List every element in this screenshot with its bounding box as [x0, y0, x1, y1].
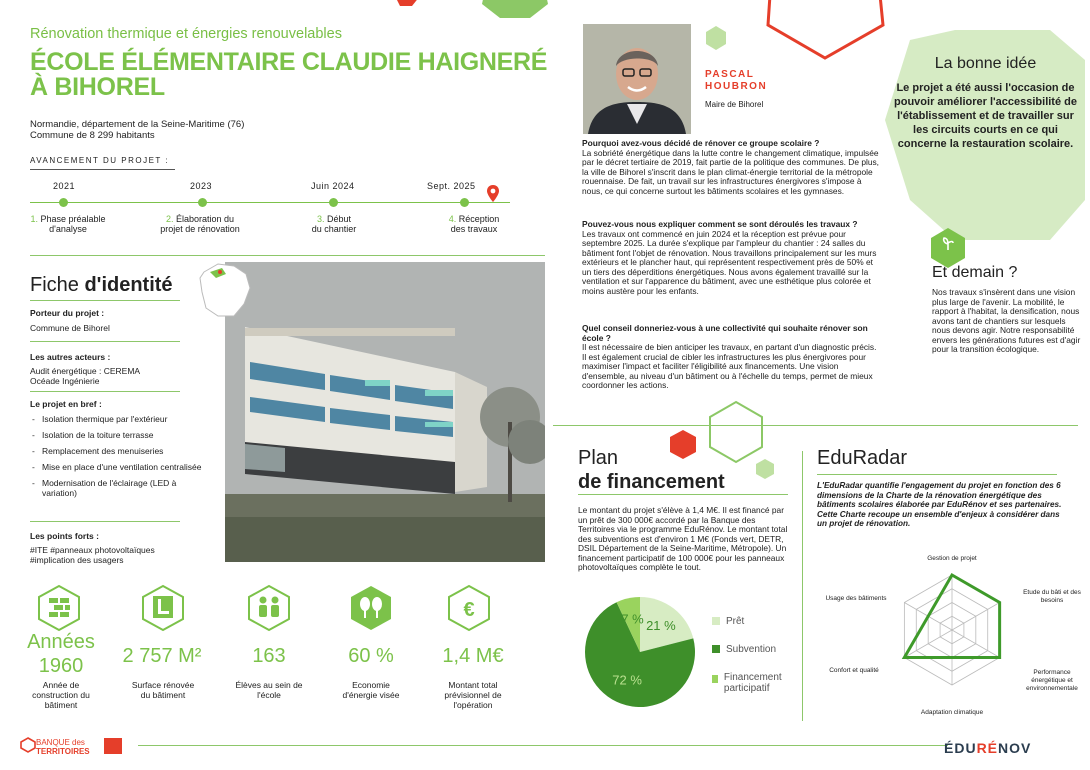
acteur-1: Audit énergétique : CEREMA — [30, 366, 141, 376]
interview-block-1 — [582, 139, 882, 196]
forts-2: #implication des usagers — [30, 555, 124, 565]
location-population: Commune de 8 299 habitants — [30, 130, 155, 141]
brick-wall-icon — [37, 584, 81, 632]
area-corner-icon — [141, 584, 185, 632]
france-map-icon — [196, 260, 256, 320]
step-number: 2. — [165, 214, 174, 224]
list-item: - Isolation thermique par l'extérieur — [30, 414, 210, 424]
answer: La sobriété énergétique dans la lutte contre le changement climatique, impulsée par le décret tertiaire de 2019, fait partie de la politique des communes. De plus, la ville de Bihorel s'inscrit dans le plan climat-énergie territorial de la métropole rouennaise. De fait, un travail sur les infrastructures énergivores s'impose à nous, ce qui concerne surtout les bâtiments scolaires et les gymnases. — [582, 147, 880, 196]
page-title — [30, 50, 570, 100]
pie-label: 72 % — [612, 672, 642, 688]
timeline-year: Juin 2024 — [311, 181, 355, 191]
step-number: 1. — [30, 214, 38, 224]
trees-icon — [349, 584, 393, 632]
brand-part: ÉDU — [944, 740, 977, 756]
divider — [578, 494, 788, 495]
porteur-value: Commune de Bihorel — [30, 323, 110, 333]
fiche-title-light: Fiche — [30, 274, 85, 296]
divider — [30, 341, 180, 342]
timeline-year: Sept. 2025 — [427, 181, 476, 191]
bref-label: Le projet en bref : — [30, 399, 102, 409]
bdt-line1: BANQUE des — [36, 738, 85, 747]
stat-value: 1,4 M€ — [442, 645, 504, 667]
mayor-portrait — [583, 24, 691, 134]
plan-text: Le montant du projet s'élève à 1,4 M€. Il est financé par un prêt de 300 000€ accordé par la Banque des Territoires via le programme EduRénov. Le montant total des subventions est d'environ 1 M€ (Fonds vert, DETR, DSIL Département de la Seine-Maritime, Métropole). Un financement participatif de 100 000€ pour les panneaux photovoltaïques complète le tout. — [578, 505, 788, 572]
legend-swatch — [712, 617, 720, 625]
stat-value-1: Années — [27, 631, 95, 653]
stat-caption: Année de construction du bâtiment — [32, 680, 90, 710]
pie-label: 7 % — [621, 611, 644, 627]
sprout-icon — [940, 236, 956, 252]
acteurs-value — [30, 366, 140, 386]
plan-title — [578, 446, 725, 494]
forts-value — [30, 545, 155, 565]
radar-axis-label: Confort et qualité — [829, 667, 879, 674]
edurenov-logo — [944, 740, 1031, 756]
stat-caption: Surface rénovée du bâtiment — [131, 680, 195, 700]
step-label: Phase préalable — [40, 214, 106, 224]
legend-label: Financement participatif — [723, 672, 782, 694]
timeline-dot — [460, 198, 469, 207]
stat-caption: Montant total prévisionnel de l'opération — [444, 680, 502, 710]
list-item: - Mise en place d'une ventilation centralisée — [30, 462, 210, 472]
divider — [553, 425, 1078, 426]
title-line1: ÉCOLE ÉLÉMENTAIRE CLAUDIE HAIGNERÉ — [30, 48, 548, 76]
mayor-role: Maire de Bihorel — [705, 100, 764, 109]
brand-part-accent: RÉ — [976, 740, 999, 756]
timeline-dot — [198, 198, 207, 207]
caisse-depots-logo — [104, 738, 122, 754]
legend-item — [712, 644, 802, 655]
demain-title: Et demain ? — [932, 264, 1018, 281]
eduradar-chart — [820, 552, 1085, 730]
forts-label: Les points forts : — [30, 531, 99, 541]
timeline-dot — [59, 198, 68, 207]
divider — [817, 474, 1057, 475]
mayor-last-name: HOUBRON — [705, 81, 768, 92]
question: Pourquoi avez-vous décidé de rénover ce groupe scolaire ? — [582, 138, 820, 148]
mayor-first-name: PASCAL — [705, 69, 755, 80]
timeline-dot — [329, 198, 338, 207]
divider — [30, 521, 180, 522]
step-label: Début — [327, 214, 352, 224]
acteur-2: Océade Ingénierie — [30, 376, 100, 386]
list-item: - Modernisation de l'éclairage (LED à variation) — [30, 478, 210, 498]
legend-label: Subvention — [726, 644, 777, 655]
divider — [30, 300, 180, 301]
divider — [30, 255, 545, 256]
children-icon — [247, 584, 291, 632]
timeline-step — [424, 214, 524, 234]
step-label: Réception — [458, 214, 500, 224]
bdt-logo-text — [36, 738, 90, 756]
step-number: 3. — [316, 214, 325, 224]
answer: Il est nécessaire de bien anticiper les travaux, en partant d'un diagnostic précis. Il est également crucial de cibler les infrastructures les plus énergivores pour maximiser l'impact et faciliter l'éligibilité aux financements. Une vision d'ensemble, au niveau d'un bâtiment ou à l'échelle du temps, permet de mieux coordonner les actions. — [582, 342, 877, 390]
school-photo — [225, 262, 545, 562]
stat-caption: Élèves au sein de l'école — [235, 680, 303, 700]
stat-value: 163 — [252, 645, 286, 667]
timeline-year: 2023 — [190, 181, 213, 191]
bonne-idee-title: La bonne idée — [934, 55, 1037, 72]
building-illustration — [225, 262, 545, 562]
interview-block-2 — [582, 220, 882, 296]
step-label: Élaboration du — [175, 214, 235, 224]
financing-pie-chart — [575, 595, 705, 710]
timeline-title: AVANCEMENT DU PROJET : — [30, 156, 170, 165]
timeline-step — [18, 214, 118, 234]
radar-axis-label: Gestion de projet — [927, 555, 977, 562]
legend-item — [712, 672, 802, 694]
euro-icon — [447, 584, 491, 632]
forts-1: #ITE #panneaux photovoltaïques — [30, 545, 155, 555]
timeline-title-underline — [30, 169, 175, 170]
radar-axis-label: Adaptation climatique — [920, 709, 984, 716]
kicker: Rénovation thermique et énergies renouvelables — [30, 26, 342, 42]
pie-legend — [712, 616, 802, 694]
acteurs-label: Les autres acteurs : — [30, 352, 111, 362]
plan-title-2: de financement — [578, 471, 725, 493]
bdt-logo-icon — [20, 737, 36, 753]
list-item: - Remplacement des menuiseries — [30, 446, 210, 456]
radar-axis-label: Usage des bâtiments — [825, 595, 887, 602]
location-region: Normandie, département de la Seine-Maritime (76) — [30, 119, 245, 130]
location — [30, 119, 244, 141]
question: Quel conseil donneriez-vous à une collectivité qui souhaite rénover son école ? — [582, 323, 868, 343]
bdt-line2: TERRITOIRES — [36, 747, 90, 756]
timeline-year: 2021 — [53, 181, 76, 191]
stat-value: 60 % — [348, 645, 394, 667]
portrait-illustration — [583, 24, 691, 134]
legend-swatch — [712, 675, 718, 683]
plan-title-1: Plan — [578, 447, 619, 469]
interview-block-3 — [582, 324, 882, 391]
step-label-2: d'analyse — [49, 224, 87, 234]
divider — [30, 391, 180, 392]
answer: Les travaux ont commencé en juin 2024 et la réception est prévue pour septembre 2025. La durée s'explique par l'ampleur du chantier : 24 salles du bâtiment font l'objet de rénovation. Nous travaillons principalement sur les murs extérieurs et le plancher haut, qui représentent respectivement près de 50% et un tiers des déperditions énergétiques. Nous avons également travaillé sur la ventilation et sur l'apparence du bâtiment, avec une esthétique plus colorée et moins austère pour les enfants. — [582, 228, 877, 296]
step-number: 4. — [448, 214, 457, 224]
stat-value: 2 757 M² — [122, 645, 202, 667]
step-label-2: projet de rénovation — [160, 224, 240, 234]
bonne-idee-text: Le projet a été aussi l'occasion de pouvoir améliorer l'accessibilité de l'établissement et de travailler sur les circuits courts en ce qui concerne la restauration scolaire. — [894, 82, 1077, 150]
step-label-2: du chantier — [311, 224, 357, 234]
location-pin-icon — [486, 184, 500, 204]
fiche-title — [30, 274, 173, 297]
timeline-step — [284, 214, 384, 234]
brand-part: NOV — [998, 740, 1032, 756]
title-line2: À BIHOREL — [30, 73, 165, 101]
svg-text:€: € — [463, 599, 475, 621]
list-item: - Isolation de la toiture terrasse — [30, 430, 210, 440]
footer-line — [138, 745, 948, 746]
porteur-label: Porteur du projet : — [30, 308, 105, 318]
step-label-2: des travaux — [450, 224, 498, 234]
pie-label: 21 % — [646, 618, 676, 634]
demain-text: Nos travaux s'insèrent dans une vision plus large de l'avenir. La mobilité, le rapport à l'habitat, la densification, nous avons tant de chantiers sur lesquels nous devons agir. Notre responsabilité envers les générations futures est d'agir pour la transition écologique. — [932, 287, 1081, 354]
stat-caption: Economie d'énergie visée — [342, 680, 400, 700]
stat-value — [16, 630, 106, 678]
eduradar-text: L'EduRadar quantifie l'engagement du projet en fonction des 6 dimensions de la Charte de la rénovation énergétique des bâtiments scolaires élaborée par EduRénov et ses partenaires. Cette Charte recoupe un ensemble d'enjeux à considérer dans un projet de rénovation. — [817, 481, 1062, 528]
radar-axis-label: Performance énergétique et environnementale — [1026, 669, 1078, 692]
bonne-idee-box — [893, 55, 1078, 151]
legend-item — [712, 616, 802, 627]
mayor-name — [705, 69, 767, 93]
timeline-step — [150, 214, 250, 234]
fiche-title-bold: d'identité — [84, 274, 173, 296]
vertical-divider — [802, 451, 803, 721]
radar-axis-label: Etude du bâti et des besoins — [1023, 589, 1081, 604]
timeline-line — [30, 202, 510, 203]
legend-swatch — [712, 645, 720, 653]
eduradar-title: EduRadar — [817, 447, 908, 469]
stat-value-2: 1960 — [38, 655, 84, 677]
question: Pouvez-vous nous expliquer comment se sont déroulés les travaux ? — [582, 219, 858, 229]
legend-label: Prêt — [726, 616, 745, 627]
bref-list — [30, 414, 210, 504]
